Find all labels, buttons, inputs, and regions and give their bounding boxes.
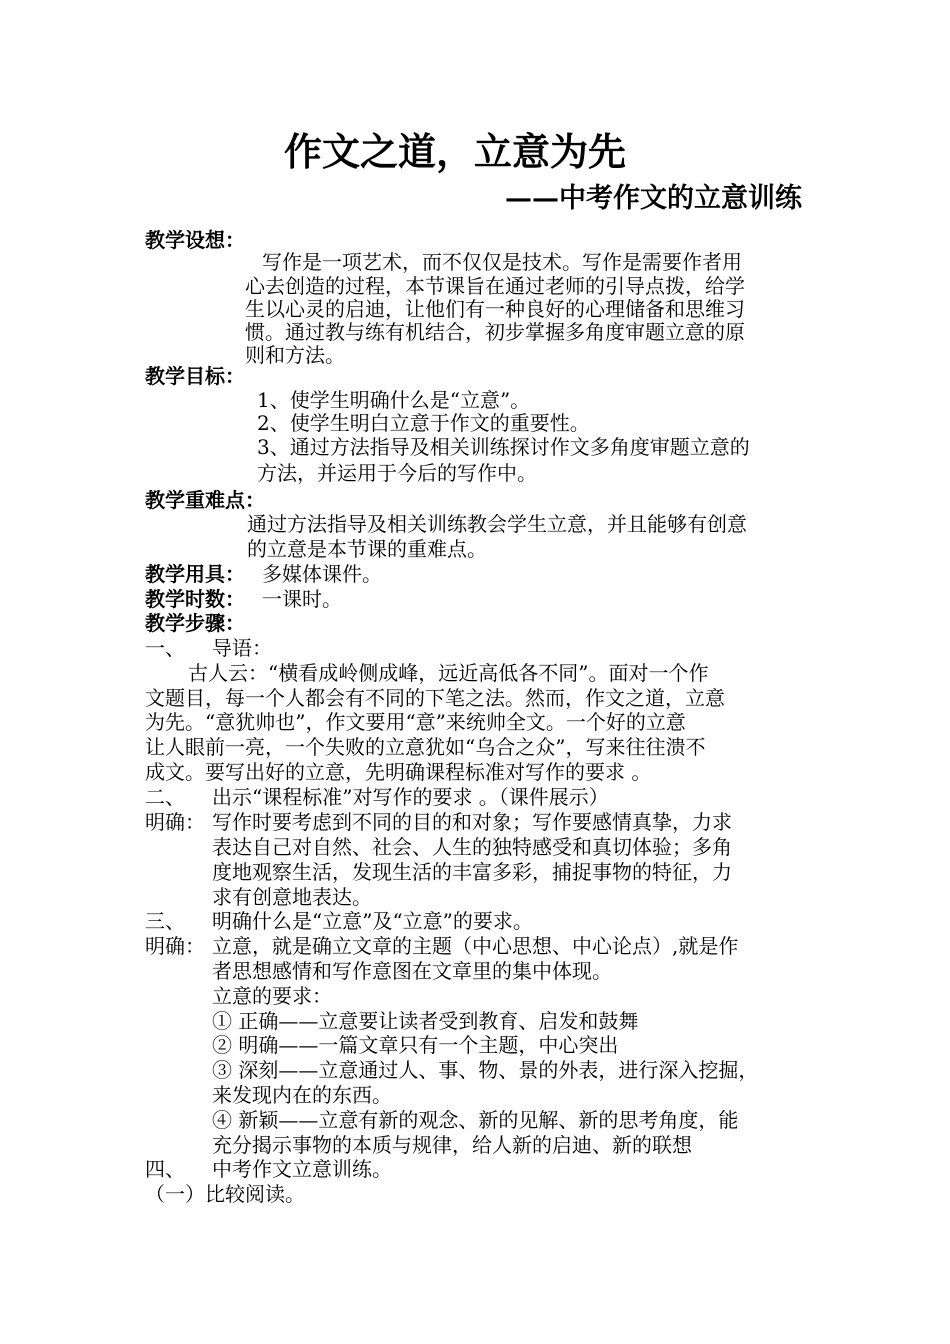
definition-line: 立意，就是确立文章的主题（中心思想、中心论点）,就是作: [212, 934, 739, 958]
intro-line: 让人眼前一亮，一个失败的立意犹如“乌合之众”，写来往往溃不: [145, 735, 706, 759]
goal-item: 方法，并运用于今后的写作中。: [257, 461, 537, 485]
design-line: 心去创造的过程，本节课旨在通过老师的引导点拨，给学: [245, 274, 745, 298]
requirement-item: 来发现内在的东西。: [212, 1083, 392, 1107]
requirement-item: ④ 新颖——立意有新的观念、新的见解、新的思考角度，能: [212, 1108, 739, 1132]
tools-value: 多媒体课件。: [262, 562, 382, 586]
design-line: 生以心灵的启迪，让他们有一种良好的心理储备和思维习: [245, 297, 745, 321]
step-number: 四、: [145, 1157, 185, 1181]
step-number: 三、: [145, 909, 185, 933]
key-points-line: 通过方法指导及相关训练教会学生立意，并且能够有创意: [247, 512, 747, 536]
design-line: 惯。通过教与练有机结合，初步掌握多角度审题立意的原: [245, 320, 745, 344]
goal-item: 3、通过方法指导及相关训练探讨作文多角度审题立意的: [257, 435, 750, 459]
step-number: 二、: [145, 785, 185, 809]
key-points-label: 教学重难点：: [145, 488, 265, 512]
step-heading: 导语：: [212, 636, 272, 660]
document-title: 作文之道，立意为先: [283, 129, 626, 174]
step-heading: 明确什么是“立意”及“立意”的要求。: [212, 909, 533, 933]
requirement-item: ③ 深刻——立意通过人、事、物、景的外表，进行深入挖掘，: [212, 1058, 759, 1082]
design-label: 教学设想：: [145, 228, 245, 252]
standard-line: 表达自己对自然、社会、人生的独特感受和真切体验；多角: [212, 835, 732, 859]
requirement-item: 充分揭示事物的本质与规律，给人新的启迪、新的联想: [212, 1133, 692, 1157]
standard-line: 度地观察生活，发现生活的丰富多彩，捕捉事物的特征，力: [212, 860, 732, 884]
key-points-line: 的立意是本节课的重难点。: [247, 537, 487, 561]
goal-item: 1、使学生明确什么是“立意”。: [257, 388, 531, 412]
standard-line: 求有创意地表达。: [212, 885, 372, 909]
step-heading: 中考作文立意训练。: [212, 1157, 392, 1181]
standard-line: 写作时要考虑到不同的目的和对象；写作要感情真挚，力求: [212, 810, 732, 834]
clarify-label: 明确：: [145, 810, 205, 834]
definition-line: 者思想感情和写作意图在文章里的集中体现。: [212, 959, 612, 983]
design-line: 写作是一项艺术，而不仅仅是技术。写作是需要作者用: [262, 250, 742, 274]
requirements-heading: 立意的要求：: [212, 984, 332, 1008]
goals-label: 教学目标：: [145, 364, 245, 388]
requirement-item: ① 正确——立意要让读者受到教育、启发和鼓舞: [212, 1009, 639, 1033]
clarify-label: 明确：: [145, 934, 205, 958]
step-number: 一、: [145, 636, 185, 660]
design-line: 则和方法。: [245, 343, 345, 367]
steps-label: 教学步骤：: [145, 611, 245, 635]
hours-label: 教学时数：: [145, 587, 245, 611]
document-subtitle: ——中考作文的立意训练: [505, 183, 802, 214]
goal-item: 2、使学生明白立意于作文的重要性。: [257, 411, 590, 435]
intro-line: 文题目，每一个人都会有不同的下笔之法。然而，作文之道，立意: [145, 686, 725, 710]
intro-line: 成文。要写出好的立意，先明确课程标准对写作的要求 。: [145, 760, 652, 784]
requirement-item: ② 明确——一篇文章只有一个主题，中心突出: [212, 1033, 619, 1057]
intro-line: 古人云：“横看成岭侧成峰，远近高低各不同”。面对一个作: [188, 661, 709, 685]
tools-label: 教学用具：: [145, 562, 245, 586]
intro-line: 为先。“意犹帅也”，作文要用“意”来统帅全文。一个好的立意: [145, 710, 686, 734]
hours-value: 一课时。: [262, 587, 342, 611]
sub-step: （一）比较阅读。: [145, 1182, 305, 1206]
step-heading: 出示“课程标准”对写作的要求 。（课件展示）: [212, 785, 609, 809]
